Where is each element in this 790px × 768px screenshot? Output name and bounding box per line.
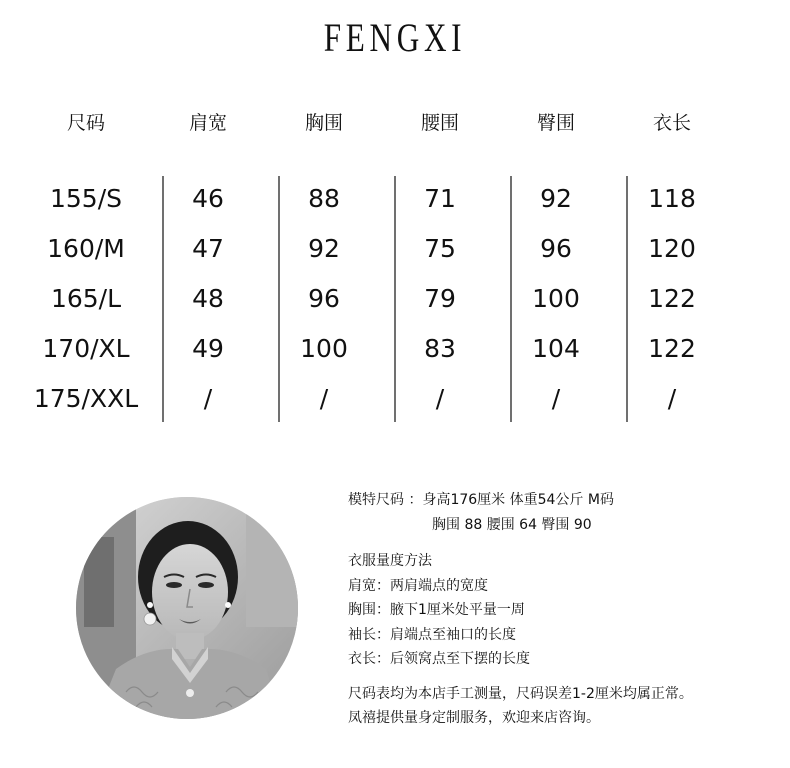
size-table-header: [22, 100, 768, 146]
table-cell: 100: [300, 334, 348, 363]
table-cell: 79: [424, 284, 456, 313]
table-cell: 92: [308, 234, 340, 263]
table-cell: 96: [308, 284, 340, 313]
table-cell: /: [435, 384, 445, 413]
header-length: 衣长: [652, 112, 691, 134]
table-cell: /: [551, 384, 561, 413]
size-label-cell: 165/L: [50, 284, 122, 313]
table-cell: 71: [424, 184, 456, 213]
size-label-cell: 175/XXL: [33, 384, 139, 413]
table-cell: 104: [532, 334, 580, 363]
table-cell: 75: [424, 234, 456, 263]
table-cell: 100: [532, 284, 580, 313]
header-waist: 腰围: [420, 112, 459, 134]
table-cell: 122: [648, 284, 696, 313]
table-row: [22, 274, 768, 324]
table-row: [22, 174, 768, 224]
table-cell: 120: [648, 234, 696, 263]
table-row: [22, 374, 768, 424]
header-bust: 胸围: [304, 112, 343, 134]
measure-item-shoulder: 肩宽：两肩端点的宽度: [348, 577, 488, 594]
model-portrait: [76, 497, 298, 719]
table-cell: 47: [192, 234, 224, 263]
model-measure-line: 胸围 88 腰围 64 臀围 90: [432, 516, 592, 533]
size-label-cell: 170/XL: [42, 334, 130, 363]
size-label-cell: 160/M: [47, 234, 125, 263]
measure-item-sleeve: 袖长：肩端点至袖口的长度: [348, 626, 516, 643]
table-cell: 118: [648, 184, 696, 213]
note-custom-service: 凤禧提供量身定制服务，欢迎来店咨询。: [348, 710, 600, 726]
header-hip: 臀围: [536, 112, 575, 134]
measure-method-title: 衣服量度方法: [348, 553, 432, 569]
table-cell: 48: [192, 284, 224, 313]
table-cell: 46: [192, 184, 224, 213]
table-row: [22, 224, 768, 274]
measure-item-bust: 胸围：腋下1厘米处平量一周: [348, 602, 525, 618]
note-measurement-error: 尺码表均为本店手工测量，尺码误差1-2厘米均属正常。: [348, 685, 693, 702]
notes-panel: [348, 488, 778, 731]
model-size-line: 模特尺码 ：身高176厘米 体重54公斤 M码: [348, 492, 614, 508]
table-cell: /: [667, 384, 677, 413]
brand-logo: FENGXI: [323, 15, 467, 60]
size-table-body: [22, 174, 768, 424]
table-cell: 92: [540, 184, 572, 213]
table-cell: 49: [192, 334, 224, 363]
table-row: [22, 324, 768, 374]
size-table: [22, 100, 768, 424]
header-size: 尺码: [66, 112, 105, 134]
header-shoulder: 肩宽: [188, 112, 227, 134]
size-label-cell: 155/S: [49, 184, 122, 213]
table-cell: 96: [540, 234, 572, 263]
table-cell: /: [203, 384, 213, 413]
measure-item-length: 衣长：后领窝点至下摆的长度: [348, 651, 530, 667]
model-portrait-image: [76, 497, 298, 719]
table-cell: 88: [308, 184, 340, 213]
table-cell: /: [319, 384, 329, 413]
table-cell: 83: [424, 334, 456, 363]
table-cell: 122: [648, 334, 696, 363]
